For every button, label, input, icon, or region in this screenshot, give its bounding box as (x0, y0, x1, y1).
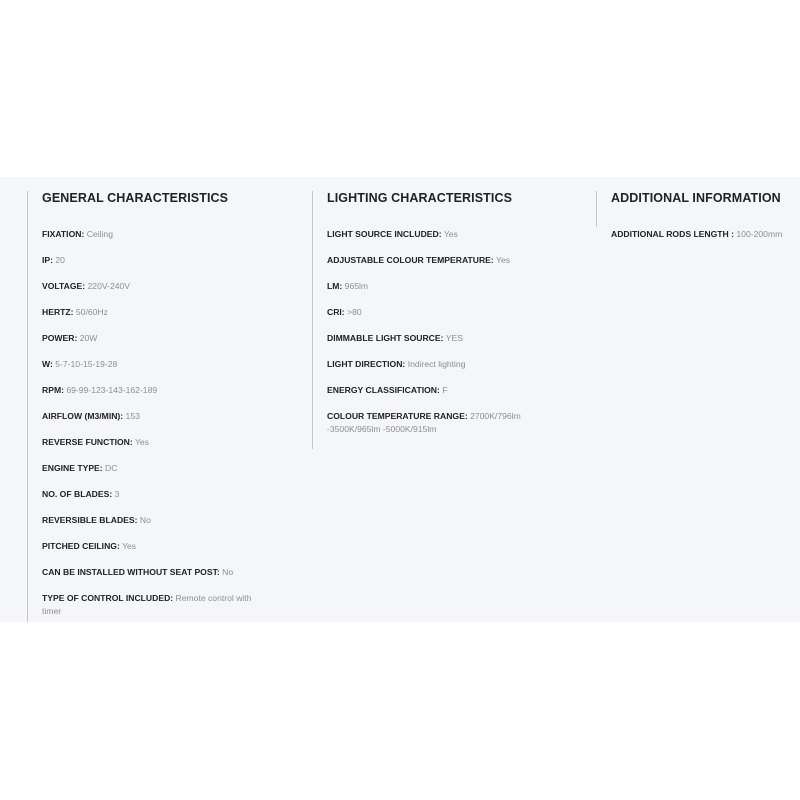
spec-value: 20W (79, 333, 98, 343)
spec-row (327, 410, 527, 436)
spec-label: LM: (327, 281, 343, 291)
section-title: LIGHTING CHARACTERISTICS (327, 191, 513, 205)
spec-row (42, 488, 257, 501)
spec-label: PITCHED CEILING: (42, 541, 120, 551)
spec-row (42, 254, 257, 267)
spec-label: HERTZ: (42, 307, 74, 317)
spec-value: 50/60Hz (75, 307, 108, 317)
spec-label: IP: (42, 255, 53, 265)
spec-row (42, 280, 257, 293)
spec-row (327, 358, 527, 371)
spec-value: 153 (125, 411, 140, 421)
spec-row (42, 436, 257, 449)
spec-value: 3 (114, 489, 120, 499)
spec-label: LIGHT SOURCE INCLUDED: (327, 229, 442, 239)
spec-label: CAN BE INSTALLED WITHOUT SEAT POST: (42, 567, 220, 577)
spec-value: 965lm (344, 281, 369, 291)
spec-label: REVERSIBLE BLADES: (42, 515, 138, 525)
spec-value: >80 (347, 307, 362, 317)
spec-value: Ceiling (86, 229, 113, 239)
spec-row (327, 306, 527, 319)
characteristics-panel (0, 177, 800, 622)
spec-label: CRI: (327, 307, 345, 317)
spec-value: Yes (122, 541, 137, 551)
spec-row (327, 332, 527, 345)
spec-row (42, 410, 257, 423)
spec-row (42, 540, 257, 553)
general-characteristics-section (27, 191, 267, 622)
additional-information-section (596, 191, 796, 239)
spec-value: 5-7-10-15-19-28 (55, 359, 118, 369)
spec-value: 2700K/796lm -3500K/965lm -5000K/915lm (327, 411, 521, 434)
spec-label: ADJUSTABLE COLOUR TEMPERATURE: (327, 255, 494, 265)
section-title: ADDITIONAL INFORMATION (611, 191, 781, 205)
spec-list (327, 228, 527, 449)
spec-row (42, 462, 257, 475)
spec-list (42, 228, 257, 631)
spec-label: FIXATION: (42, 229, 85, 239)
spec-value: Yes (443, 229, 458, 239)
spec-row (327, 228, 527, 241)
spec-label: TYPE OF CONTROL INCLUDED: (42, 593, 174, 603)
spec-label: COLOUR TEMPERATURE RANGE: (327, 411, 468, 421)
spec-value: F (442, 385, 448, 395)
spec-row (611, 228, 800, 241)
spec-label: RPM: (42, 385, 64, 395)
spec-value: 100-200mm (736, 229, 783, 239)
spec-value: No (222, 567, 234, 577)
spec-row (327, 280, 527, 293)
spec-label: DIMMABLE LIGHT SOURCE: (327, 333, 444, 343)
spec-label: AIRFLOW (M3/MIN): (42, 411, 124, 421)
spec-label: REVERSE FUNCTION: (42, 437, 133, 447)
spec-value: 20 (55, 255, 65, 265)
spec-row (42, 332, 257, 345)
spec-value: Remote control with timer (42, 593, 252, 616)
spec-value: Yes (496, 255, 511, 265)
spec-value: 69-99-123-143-162-189 (66, 385, 158, 395)
spec-label: ADDITIONAL RODS LENGTH : (611, 229, 735, 239)
spec-label: W: (42, 359, 53, 369)
spec-row (42, 306, 257, 319)
spec-row (42, 514, 257, 527)
spec-row (42, 566, 257, 579)
spec-row (42, 384, 257, 397)
spec-list (611, 228, 800, 254)
spec-row (42, 592, 257, 618)
lighting-characteristics-section (312, 191, 542, 449)
spec-label: ENERGY CLASSIFICATION: (327, 385, 440, 395)
spec-value: YES (445, 333, 463, 343)
spec-row (42, 228, 257, 241)
spec-label: VOLTAGE: (42, 281, 86, 291)
spec-value: Yes (134, 437, 149, 447)
spec-label: NO. OF BLADES: (42, 489, 113, 499)
spec-value: 220V-240V (87, 281, 131, 291)
section-title: GENERAL CHARACTERISTICS (42, 191, 229, 205)
spec-row (42, 358, 257, 371)
spec-value: DC (105, 463, 118, 473)
spec-label: ENGINE TYPE: (42, 463, 103, 473)
spec-value: Indirect lighting (407, 359, 466, 369)
spec-label: LIGHT DIRECTION: (327, 359, 406, 369)
spec-label: POWER: (42, 333, 78, 343)
spec-row (327, 254, 527, 267)
spec-value: No (139, 515, 151, 525)
spec-row (327, 384, 527, 397)
